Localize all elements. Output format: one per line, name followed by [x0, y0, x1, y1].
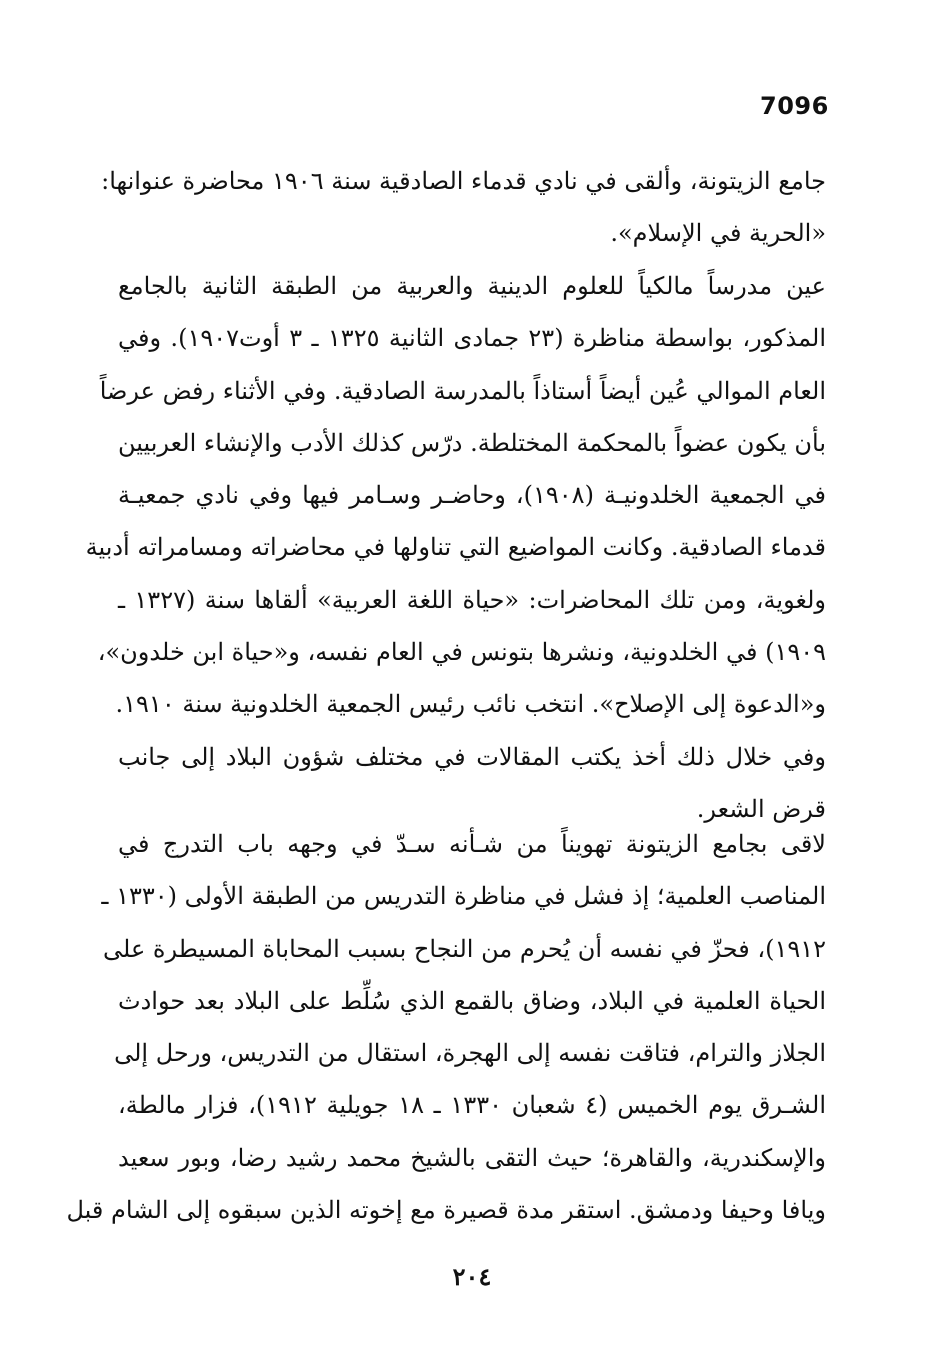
text-line: «الحرية في الإسلام».: [610, 219, 826, 248]
text-line: العام الموالي عُين أيضاً أستاذاً بالمدرسة الصادقية. وفي الأثناء رفض عرضاً: [99, 376, 826, 405]
paragraph-3: [66, 818, 827, 1236]
text-line: ١٩١٢)، فحزّ في نفسه أن يُحرم من النجاح بسبب المحاباة المسيطرة على: [103, 934, 826, 963]
text-line: ولغوية، ومن تلك المحاضرات: «حياة اللغة العربية» ألقاها سنة (١٣٢٧ ـ: [118, 585, 826, 614]
text-line: قرض الشعر.: [696, 794, 826, 823]
text-line: و«الدعوة إلى الإصلاح». انتخب نائب رئيس الجمعية الخلدونية سنة ١٩١٠.: [115, 690, 826, 719]
text-line: ١٩٠٩) في الخلدونية، ونشرها بتونس في العام نفسه، و«حياة ابن خلدون»،: [97, 638, 826, 667]
paragraph-2: [85, 260, 827, 835]
text-line: لاقى بجامع الزيتونة تهويناً من شـأنه سـدّ في وجهه باب التدرج في: [118, 830, 826, 858]
text-line: وفي خلال ذلك أخذ يكتب المقالات في مختلف شؤون البلاد إلى جانب: [118, 742, 826, 771]
text-line: الشـرق يوم الخميس (٤ شعبان ١٣٣٠ ـ ١٨ جويلية ١٩١٢)، فزار مالطة،: [118, 1091, 827, 1120]
page-number: ٢٠٤: [452, 1262, 492, 1291]
page-id-number: 7096: [760, 92, 829, 120]
text-line: في الجمعية الخلدونيـة (١٩٠٨)، وحاضـر وسـامر فيها وفي نادي جمعيـة: [118, 481, 827, 510]
paragraph-1: [101, 155, 826, 260]
text-line: قدماء الصادقية. وكانت المواضيع التي تناولها في محاضراته ومسامراته أدبية: [85, 533, 826, 562]
text-line: والإسكندرية، والقاهرة؛ حيث التقى بالشيخ محمد رشيد رضا، وبور سعيد: [118, 1143, 826, 1172]
text-line: المناصب العلمية؛ إذ فشل في مناظرة التدريس من الطبقة الأولى (١٣٣٠ ـ: [101, 882, 826, 911]
text-line: جامع الزيتونة، وألقى في نادي قدماء الصادقية سنة ١٩٠٦ محاضرة عنوانها:: [101, 167, 826, 195]
text-line: بأن يكون عضواً بالمحكمة المختلطة. درّس كذلك الأدب والإنشاء العربيين: [118, 428, 826, 457]
text-line: المذكور، بواسطة مناظرة (٢٣ جمادى الثانية ١٣٢٥ ـ ٣ أوت١٩٠٧). وفي: [118, 324, 827, 353]
text-line: الجلاز والترام، فتاقت نفسه إلى الهجرة، استقال من التدريس، ورحل إلى: [114, 1039, 826, 1068]
text-line: الحياة العلمية في البلاد، وضاق بالقمع الذي سُلِّط على البلاد بعد حوادث: [118, 986, 826, 1015]
text-line: ويافا وحيفا ودمشق. استقر مدة قصيرة مع إخوته الذين سبقوه إلى الشام قبل: [66, 1196, 826, 1225]
text-line: عين مدرساً مالكياً للعلوم الدينية والعربية من الطبقة الثانية بالجامع: [118, 272, 826, 300]
